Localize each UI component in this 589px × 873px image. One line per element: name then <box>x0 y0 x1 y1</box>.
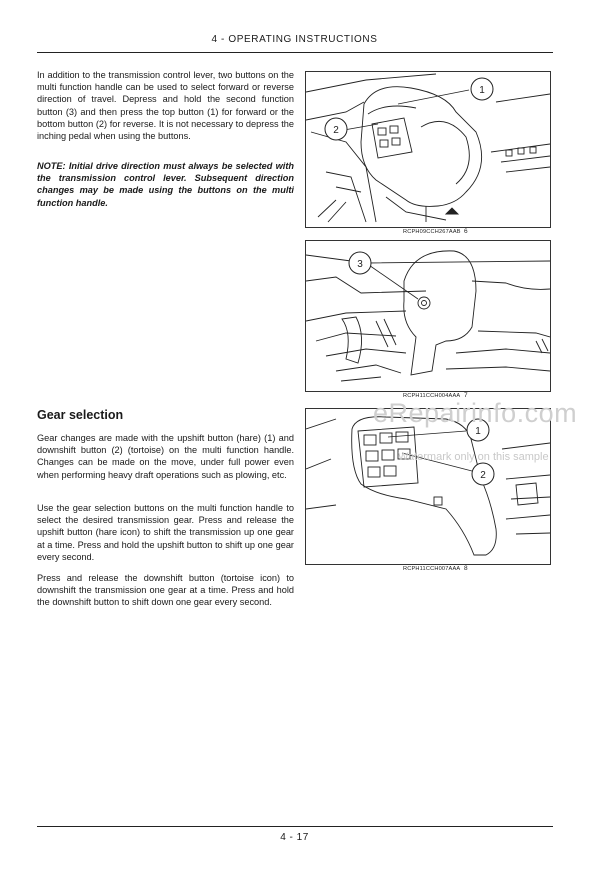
gear-paragraph-3: Press and release the downshift button (tortoise icon) to downshift the transmission one gear at a time. Press and hold the downshift button to shift down one gear every second. <box>37 573 294 608</box>
page-header-title: 4 - OPERATING INSTRUCTIONS <box>211 34 378 45</box>
intro-note <box>37 160 294 209</box>
figure-8-caption: RCPH11CCH007AAA <box>403 566 461 572</box>
figure-8-callout-1: 1 <box>475 426 481 437</box>
header-rule <box>37 52 553 53</box>
figure-6-callout-1: 1 <box>479 85 485 96</box>
figure-6-number: 6 <box>464 228 468 235</box>
gear-selection-heading: Gear selection <box>37 408 124 422</box>
gear-paragraph-1: Gear changes are made with the upshift button (hare) (1) and downshift button (2) (tortoise) on the multi function handle. Changes can be made on the move, under full power even when performing heavy draft operations such as plowing, etc. <box>37 433 294 480</box>
note-text: Initial drive direction must always be selected with the transmission control lever. Subsequent direction changes may be made using the buttons on the multi function handle. <box>37 161 294 208</box>
footer-rule <box>37 826 553 827</box>
figure-7-callout-3: 3 <box>357 259 363 270</box>
intro-paragraph: In addition to the transmission control lever, two buttons on the multi function handle can be used to select forward or reverse direction of travel. Depress and hold the second function button (3) and then press the top button (1) for forward or the bottom button (2) for reverse. It is not necessary to depress the inching pedal when using the buttons. <box>37 70 294 142</box>
figure-8-callout-2: 2 <box>480 470 486 481</box>
gear-paragraph-2: Use the gear selection buttons on the multi function handle to select the desired transmission gear. Press and release the upshift button (hare icon) to shift the transmission up one gear at a time. Press and hold the upshift button to shift up one gear every second. <box>37 503 294 562</box>
figure-8-image <box>305 408 551 565</box>
figure-6-image <box>305 71 551 228</box>
note-label: NOTE: <box>37 161 66 171</box>
figure-7-caption: RCPH11CCH004AAA <box>403 393 461 399</box>
figure-7-image <box>305 240 551 392</box>
figure-6-callout-2: 2 <box>333 125 339 136</box>
watermark-site: eRepairinfo.com <box>373 398 578 428</box>
figure-8-number: 8 <box>464 565 468 572</box>
page-number: 4 - 17 <box>280 832 309 843</box>
figure-6-caption: RCPH09CCH267AAB <box>403 229 461 235</box>
figure-7-number: 7 <box>464 392 468 399</box>
watermark-notice: Watermark only on this sample <box>398 451 549 463</box>
